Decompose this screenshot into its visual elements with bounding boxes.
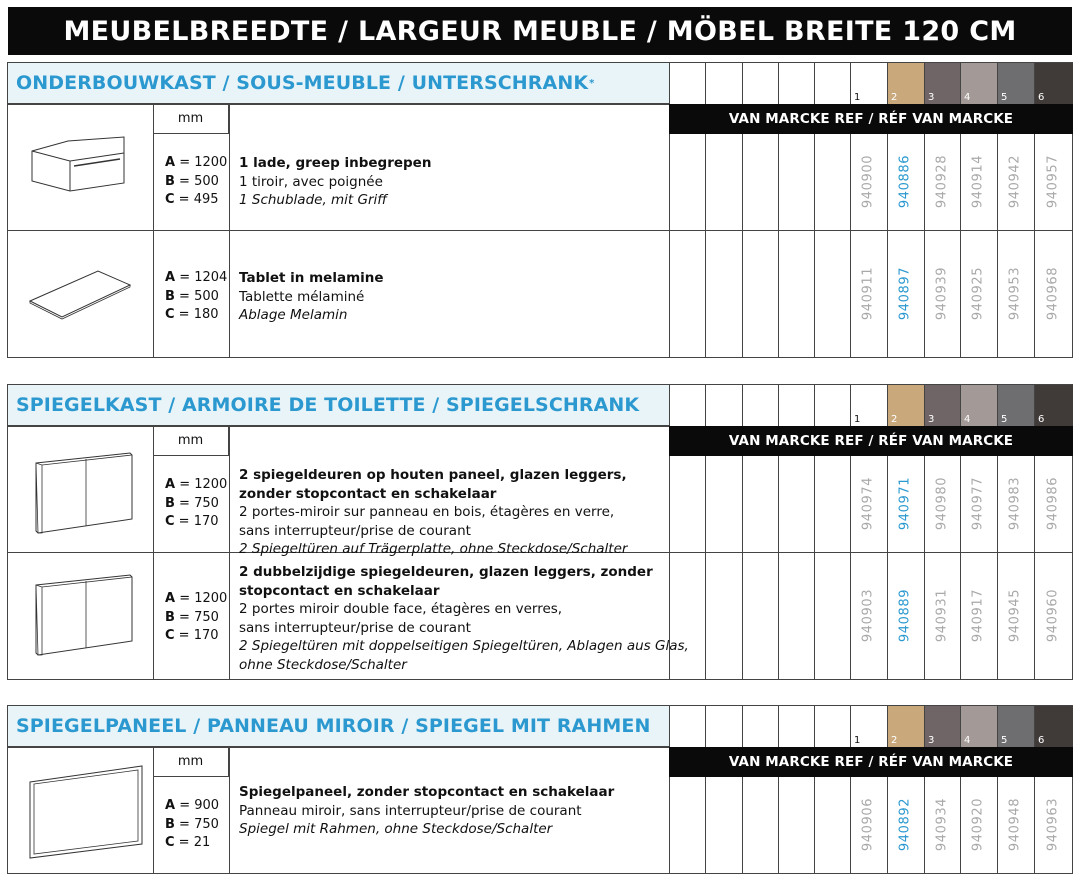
- description-fr: Tablette mélaminé: [239, 288, 365, 305]
- ref-number: 940897: [897, 266, 913, 320]
- color-swatch-1: 1: [851, 706, 887, 747]
- mm-header: mm: [153, 426, 229, 456]
- color-swatch-2: 2: [888, 385, 924, 426]
- ref-number: 940980: [934, 476, 950, 530]
- grid-column-line: [705, 705, 706, 874]
- color-swatch-4: 4: [961, 63, 997, 104]
- product-description: [239, 466, 627, 559]
- grid-column-line: [814, 705, 815, 874]
- dimension-line: A = 1200: [165, 477, 228, 492]
- description-de: Ablage Melamin: [239, 307, 348, 323]
- ref-number: 940920: [970, 797, 986, 851]
- ref-header: VAN MARCKE REF / RÉF VAN MARCKE: [669, 426, 1073, 456]
- color-swatch-6: 6: [1035, 706, 1073, 747]
- ref-number: 940925: [970, 266, 986, 320]
- page-title: MEUBELBREEDTE / LARGEUR MEUBLE / MÖBEL BREITE 120 CM: [8, 7, 1072, 55]
- color-swatch-5: 5: [998, 706, 1034, 747]
- ref-number: 940971: [897, 476, 913, 530]
- description-nl: Spiegelpaneel, zonder stopcontact en schakelaar: [239, 784, 615, 800]
- ref-number: 940957: [1045, 154, 1061, 208]
- dimension-line: A = 1200: [165, 591, 228, 606]
- dimension-line: C = 21: [165, 835, 211, 850]
- tablet-illustration: [26, 267, 134, 327]
- color-swatch-5: 5: [998, 63, 1034, 104]
- dimension-line: C = 170: [165, 628, 219, 643]
- color-swatch-1: 1: [851, 63, 887, 104]
- ref-number: 940939: [934, 266, 950, 320]
- ref-number: 940928: [934, 154, 950, 208]
- color-swatch-1: 1: [851, 385, 887, 426]
- dimension-line: B = 750: [165, 495, 219, 511]
- ref-number: 940889: [897, 588, 913, 642]
- section-spiegelkast: [7, 384, 1073, 680]
- description-de: 2 Spiegeltüren mit doppelseitigen Spiegeltüren, Ablagen aus Glas,: [239, 638, 689, 654]
- section-spiegelpaneel: [7, 705, 1073, 874]
- mirror-panel-illustration: [24, 760, 144, 860]
- ref-number: 940983: [1007, 476, 1023, 530]
- description-de: 2 Spiegeltüren auf Trägerplatte, ohne Steckdose/Schalter: [239, 541, 628, 557]
- section-title: ONDERBOUWKAST / SOUS-MEUBLE / UNTERSCHRANK *: [7, 62, 669, 104]
- section-title: SPIEGELPANEEL / PANNEAU MIROIR / SPIEGEL MIT RAHMEN: [7, 705, 669, 747]
- mirror-cabinet-illustration: [28, 449, 136, 539]
- ref-number: 940974: [860, 476, 876, 530]
- ref-number: 940968: [1045, 266, 1061, 320]
- product-description: [239, 783, 614, 839]
- ref-number: 940892: [897, 797, 913, 851]
- description-fr: 1 tiroir, avec poignée: [239, 173, 383, 190]
- dimensions: [165, 269, 227, 325]
- dimension-line: A = 900: [165, 798, 220, 813]
- mirror-cabinet-illustration: [28, 571, 136, 661]
- description-nl: Tablet in melamine: [239, 270, 384, 286]
- dimension-line: A = 1204: [165, 270, 228, 285]
- color-swatch-4: 4: [961, 706, 997, 747]
- ref-number: 940977: [970, 476, 986, 530]
- ref-number: 940903: [860, 588, 876, 642]
- description-de: 1 Schublade, mit Griff: [239, 192, 388, 208]
- dimensions: [165, 797, 219, 853]
- ref-number: 940960: [1045, 588, 1061, 642]
- ref-number: 940942: [1007, 154, 1023, 208]
- grid-column-line: [669, 705, 670, 874]
- ref-header: VAN MARCKE REF / RÉF VAN MARCKE: [669, 104, 1073, 134]
- ref-number: 940986: [1045, 476, 1061, 530]
- ref-number: 940931: [934, 588, 950, 642]
- description-de: Spiegel mit Rahmen, ohne Steckdose/Schalter: [239, 821, 553, 837]
- cabinet-drawer-illustration: [28, 133, 128, 199]
- product-description: [239, 269, 384, 325]
- description-nl: 2 dubbelzijdige spiegeldeuren, glazen leggers, zonder: [239, 564, 653, 580]
- color-swatch-6: 6: [1035, 385, 1073, 426]
- mm-header: mm: [153, 104, 229, 134]
- ref-number: 940963: [1045, 797, 1061, 851]
- description-nl: 1 lade, greep inbegrepen: [239, 155, 432, 171]
- description-nl: 2 spiegeldeuren op houten paneel, glazen leggers,: [239, 467, 627, 483]
- description-fr: sans interrupteur/prise de courant: [239, 619, 471, 636]
- color-swatch-3: 3: [925, 706, 960, 747]
- ref-number: 940934: [934, 797, 950, 851]
- color-swatch-6: 6: [1035, 63, 1073, 104]
- color-swatch-2: 2: [888, 63, 924, 104]
- ref-number: 940900: [860, 154, 876, 208]
- ref-number: 940886: [897, 154, 913, 208]
- dimensions: [165, 154, 227, 210]
- dimension-line: B = 750: [165, 816, 219, 832]
- ref-number: 940953: [1007, 266, 1023, 320]
- ref-number: 940948: [1007, 797, 1023, 851]
- color-swatch-2: 2: [888, 706, 924, 747]
- section-title: SPIEGELKAST / ARMOIRE DE TOILETTE / SPIEGELSCHRANK: [7, 384, 669, 426]
- description-fr: sans interrupteur/prise de courant: [239, 522, 471, 539]
- dimension-line: B = 750: [165, 609, 219, 625]
- dimension-line: B = 500: [165, 173, 219, 189]
- description-de: ohne Steckdose/Schalter: [239, 656, 407, 673]
- color-swatch-4: 4: [961, 385, 997, 426]
- ref-number: 940911: [860, 266, 876, 320]
- dimension-line: C = 495: [165, 192, 219, 207]
- color-swatch-3: 3: [925, 385, 960, 426]
- ref-header: VAN MARCKE REF / RÉF VAN MARCKE: [669, 747, 1073, 777]
- description-nl: zonder stopcontact en schakelaar: [239, 485, 497, 502]
- dimensions: [165, 590, 227, 646]
- description-fr: Panneau miroir, sans interrupteur/prise de courant: [239, 802, 582, 819]
- section-onderbouwkast: [7, 62, 1073, 358]
- dimension-line: C = 180: [165, 307, 219, 322]
- dimension-line: C = 170: [165, 514, 219, 529]
- grid-column-line: [778, 705, 779, 874]
- ref-number: 940914: [970, 154, 986, 208]
- dimension-line: B = 500: [165, 288, 219, 304]
- mm-header: mm: [153, 747, 229, 777]
- color-swatch-5: 5: [998, 385, 1034, 426]
- ref-number: 940917: [970, 588, 986, 642]
- ref-number: 940945: [1007, 588, 1023, 642]
- color-swatch-3: 3: [925, 63, 960, 104]
- grid-column-line: [742, 705, 743, 874]
- product-description: [239, 563, 689, 674]
- dimensions: [165, 476, 227, 532]
- ref-number: 940906: [860, 797, 876, 851]
- product-description: [239, 154, 431, 210]
- description-fr: 2 portes-miroir sur panneau en bois, étagères en verre,: [239, 504, 615, 520]
- description-fr: 2 portes miroir double face, étagères en verres,: [239, 601, 563, 617]
- description-nl: stopcontact en schakelaar: [239, 582, 440, 599]
- dimension-line: A = 1200: [165, 155, 228, 170]
